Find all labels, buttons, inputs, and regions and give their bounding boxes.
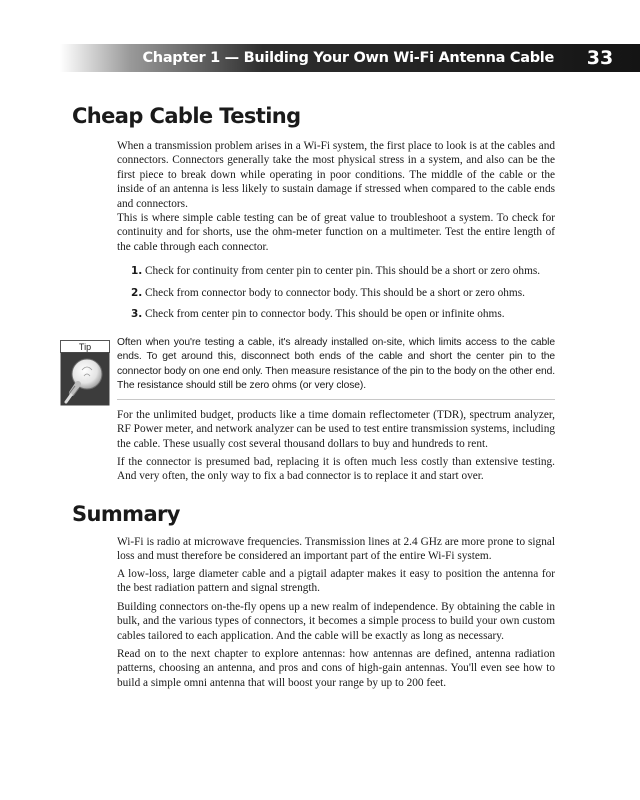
paragraph-summary-4: Read on to the next chapter to explore antennas: how antennas are defined, antenna radiation patterns, choosing an antenna, and pros and cons of high-gain antennas. You'll even see how to build a simple omni antenna that will boost your range by up to 200 feet. <box>117 648 555 689</box>
paragraph-tdr: For the unlimited budget, products like a time domain reflectometer (TDR), spectrum analyzer, RF Power meter, and network analyzer can be used to test entire transmission systems, including the cable. These usually cost several thousand dollars to buy and hundreds to rent. <box>117 409 555 450</box>
list-item-text: Check from center pin to connector body. This should be open or infinite ohms. <box>145 308 505 320</box>
list-item <box>131 264 555 278</box>
paragraph-multimeter: This is where simple cable testing can be of great value to troubleshoot a system. To check for continuity and for shorts, use the ohm-meter function on a multimeter. Test the entire length of the cable through each connector. <box>117 212 555 253</box>
paragraph-summary-3: Building connectors on-the-fly opens up a new realm of independence. By obtaining the cable in bulk, and the various types of connectors, it becomes a simple process to build your own custom cables tailored to each application. And the cable will be exactly as long as necessary. <box>117 601 555 642</box>
section-heading-cable-testing: Cheap Cable Testing <box>72 104 301 128</box>
list-item <box>131 307 555 321</box>
list-number: 2. <box>131 287 143 299</box>
chapter-title: Chapter 1 — Building Your Own Wi-Fi Antenna Cable <box>142 50 554 66</box>
list-item-text: Check from connector body to connector body. This should be a short or zero ohms. <box>145 287 525 299</box>
tip-box <box>60 340 110 406</box>
paragraph-intro: When a transmission problem arises in a Wi-Fi system, the first place to look is at the cables and connectors. Connectors generally take the most physical stress in a system, and also can be the first piece to break down while operating in poor conditions. The middle of the cable or the inside of an antenna is less likely to sustain damage if stressed when compared to the cable ends and connectors. <box>117 140 555 210</box>
list-number: 3. <box>131 308 143 320</box>
paragraph-summary-2: A low-loss, large diameter cable and a pigtail adapter makes it easy to position the antenna for the best radiation pattern and signal strength. <box>117 568 555 595</box>
paragraph-bad-connector: If the connector is presumed bad, replacing it is often much less costly than extensive testing. And very often, the only way to fix a bad connector is to replace it and start over. <box>117 456 555 483</box>
paragraph-summary-1: Wi-Fi is radio at microwave frequencies. Transmission lines at 2.4 GHz are more prone to signal loss and must therefore be considered an important part of the entire Wi-Fi system. <box>117 536 555 563</box>
tip-text: Often when you're testing a cable, it's already installed on-site, which limits access to the cable ends. To get around this, disconnect both ends of the cable and short the center pin to the connector body on one end only. Then measure resistance of the pin to the body on the other end. The resistance should still be zero ohms (or very close). <box>117 337 555 392</box>
page-number: 33 <box>586 47 614 69</box>
tip-divider <box>117 399 555 400</box>
lightbulb-icon <box>60 340 110 406</box>
tip-label: Tip <box>78 342 92 352</box>
list-number: 1. <box>131 265 143 277</box>
list-item <box>131 286 555 300</box>
list-item-text: Check for continuity from center pin to center pin. This should be a short or zero ohms. <box>145 265 541 277</box>
section-heading-summary: Summary <box>72 502 180 526</box>
